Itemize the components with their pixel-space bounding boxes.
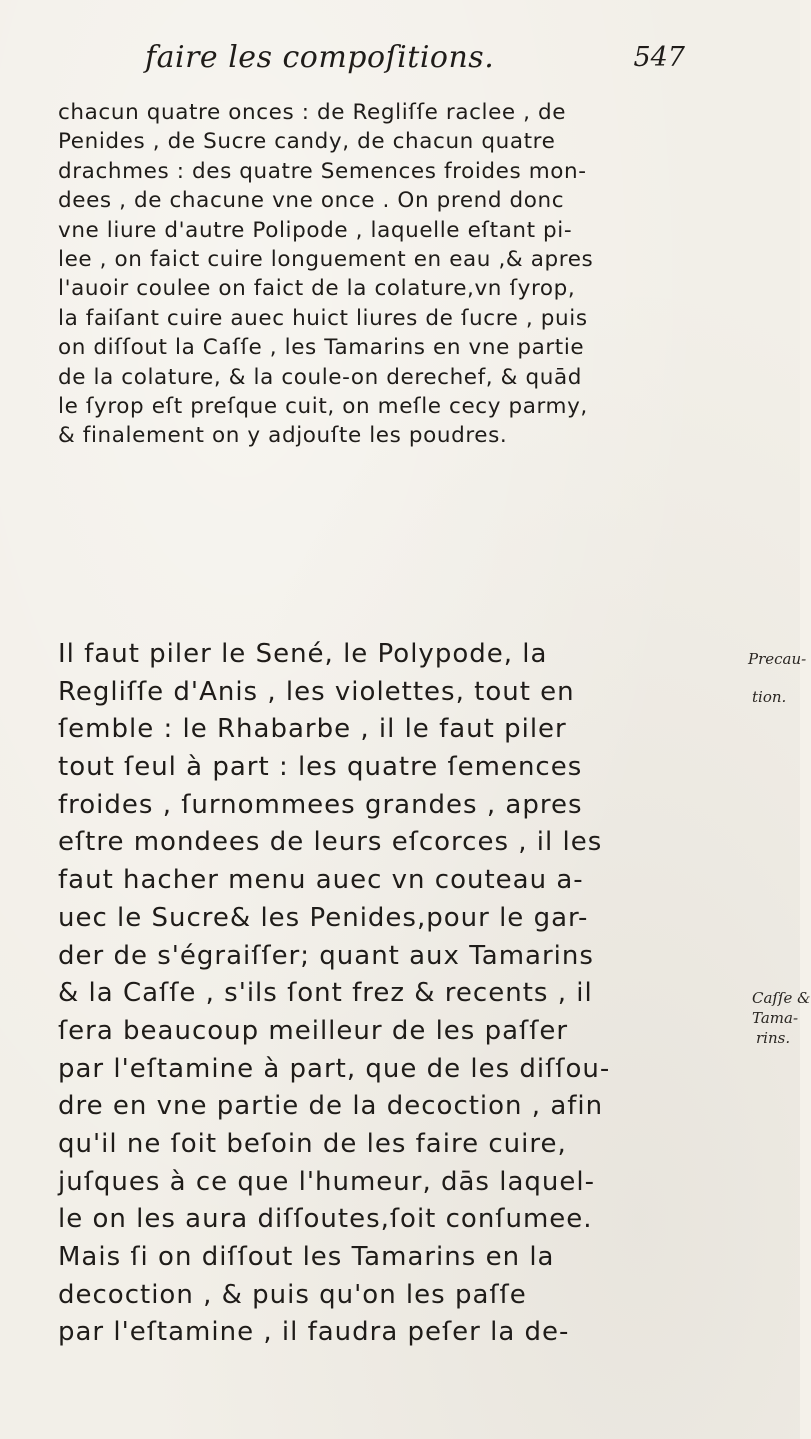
text-line: chacun quatre onces : de Regliſſe raclee , de: [58, 100, 567, 125]
text-line: Penides , de Sucre candy, de chacun quatre: [58, 129, 556, 155]
recipe-paragraph: [58, 98, 758, 451]
margin-note: Tama-: [752, 1009, 799, 1027]
text-line: qu'il ne ſoit beſoin de les faire cuire,: [58, 1128, 567, 1159]
text-line: & finalement on y adjouſte les poudres.: [58, 423, 508, 449]
text-line: de la colature, & la coule-on derechef, & quād: [58, 364, 582, 390]
text-line: par l'eſtamine à part, que de les diſſou-: [58, 1053, 611, 1084]
precaution-paragraph: [58, 636, 738, 1352]
text-line: lee , on faict cuire longuement en eau ,& apres: [58, 246, 594, 272]
text-line: & la Caſſe , s'ils ſont frez & recents , il: [58, 978, 593, 1009]
text-line: on diſſout la Caſſe , les Tamarins en vne partie: [58, 335, 585, 361]
text-line: par l'eſtamine , il faudra peſer la de-: [58, 1317, 570, 1348]
text-line: le on les aura diſſoutes,ſoit conſumee.: [58, 1204, 593, 1235]
text-line: le ſyrop eſt preſque cuit, on meſle cecy parmy,: [58, 393, 588, 419]
text-line: Regliſſe d'Anis , les violettes, tout en: [58, 676, 575, 707]
margin-note: tion.: [752, 688, 787, 706]
text-line: dre en vne partie de la decoction , afin: [58, 1091, 604, 1122]
running-title: faire les compoſitions.: [145, 40, 495, 75]
text-line: juſques à ce que l'humeur, dās laquel-: [58, 1166, 595, 1197]
text-line: der de s'égraiſſer; quant aux Tamarins: [58, 940, 594, 971]
text-line: l'auoir coulee on faict de la colature,vn ſyrop,: [58, 276, 576, 302]
text-line: Mais ſi on diſſout les Tamarins en la: [58, 1242, 555, 1272]
text-line: dees , de chacune vne once . On prend donc: [58, 188, 565, 214]
text-line: ſemble : le Rhabarbe , il le faut piler: [58, 714, 567, 745]
margin-note: Precau-: [748, 650, 807, 668]
text-line: vne liure d'autre Polipode , laquelle eſtant pi-: [58, 217, 573, 243]
text-line: uec le Sucre& les Penides,pour le gar-: [58, 902, 589, 933]
running-head: [145, 40, 685, 90]
text-line: faut hacher menu auec vn couteau a-: [58, 865, 584, 896]
text-line: ſera beaucoup meilleur de les paſſer: [58, 1015, 569, 1046]
text-line: decoction , & puis qu'on les paſſe: [58, 1279, 527, 1310]
text-line: Il faut piler le Sené, le Polypode, la: [58, 639, 548, 669]
text-line: eſtre mondees de leurs eſcorces , il les: [58, 827, 603, 858]
page-number: 547: [633, 42, 685, 73]
text-line: la faiſant cuire auec huict liures de ſucre , puis: [58, 305, 588, 331]
text-line: froides , ſurnommees grandes , apres: [58, 789, 583, 820]
margin-note: rins.: [756, 1029, 791, 1047]
text-line: tout ſeul à part : les quatre ſemences: [58, 752, 583, 783]
text-line: drachmes : des quatre Semences froides mon-: [58, 158, 587, 184]
margin-note: Caſſe &: [752, 989, 811, 1007]
